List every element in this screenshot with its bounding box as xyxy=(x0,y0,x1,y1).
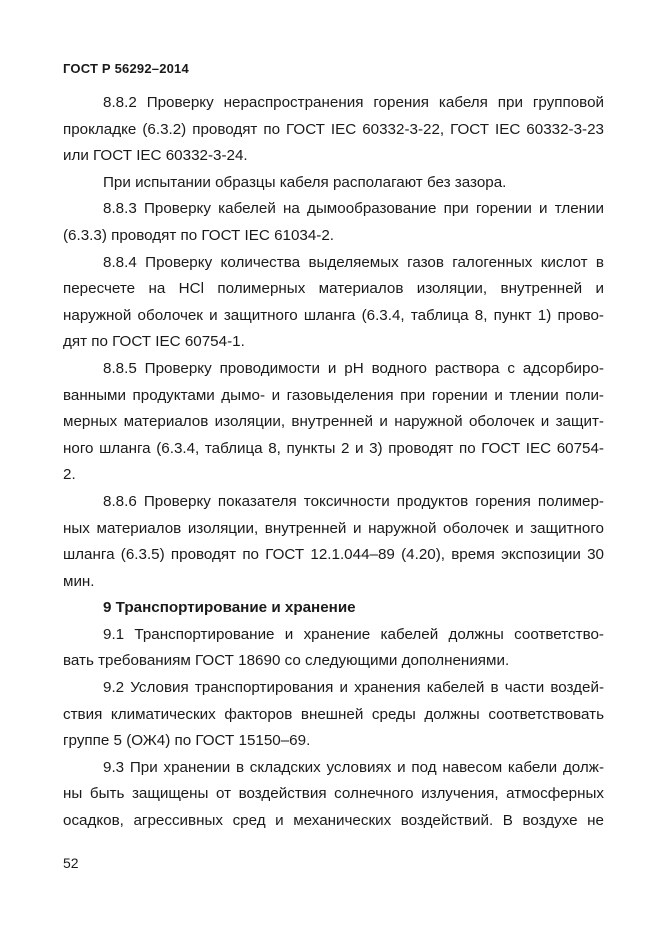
text-line: наружной оболочек и защитного шланга (6.3.4, таблица 8, пункт 1) прово- xyxy=(63,306,604,324)
text-line: 8.8.5 Проверку проводимости и pH водного раствора с адсорбиро- xyxy=(103,359,604,377)
text-line: мин. xyxy=(63,572,95,590)
text-line: (6.3.3) проводят по ГОСТ IEC 61034-2. xyxy=(63,226,335,244)
text-line: При испытании образцы кабеля располагают без зазора. xyxy=(103,173,507,191)
text-line: ного шланга (6.3.4, таблица 8, пункты 2 и 3) проводят по ГОСТ IEC 60754- xyxy=(63,439,604,457)
text-line: 8.8.2 Проверку нераспространения горения кабеля при групповой xyxy=(103,94,604,111)
document-header: ГОСТ Р 56292–2014 xyxy=(63,61,189,76)
text-line: ны быть защищены от воздействия солнечного излучения, атмосферных xyxy=(63,785,604,803)
text-line: пересчете на HCl полимерных материалов изоляции, внутренней и xyxy=(63,280,604,298)
text-line: шланга (6.3.5) проводят по ГОСТ 12.1.044–89 (4.20), время экспозиции 30 xyxy=(63,546,604,564)
text-line: или ГОСТ IEC 60332-3-24. xyxy=(63,147,248,165)
text-line: осадков, агрессивных сред и механических воздействий. В воздухе не xyxy=(63,812,604,830)
text-line: дят по ГОСТ IEC 60754-1. xyxy=(63,333,245,351)
text-line: ванными продуктами дымо- и газовыделения при горении и тлении поли- xyxy=(63,386,604,404)
text-line: вать требованиям ГОСТ 18690 со следующими дополнениями. xyxy=(63,652,510,670)
section-heading: 9 Транспортирование и хранение xyxy=(103,599,356,617)
text-line: прокладке (6.3.2) проводят по ГОСТ IEC 60332-3-22, ГОСТ IEC 60332-3-23 xyxy=(63,120,604,138)
text-line: 9.2 Условия транспортирования и хранения кабелей в части воздей- xyxy=(103,679,604,697)
text-line: 8.8.3 Проверку кабелей на дымообразование при горении и тлении xyxy=(103,200,604,218)
text-line: группе 5 (ОЖ4) по ГОСТ 15150–69. xyxy=(63,732,311,750)
text-line: мерных материалов изоляции, внутренней и наружной оболочек и защит- xyxy=(63,413,604,431)
text-line: 8.8.6 Проверку показателя токсичности продуктов горения полимер- xyxy=(103,492,604,510)
text-line: ных материалов изоляции, внутренней и наружной оболочек и защитного xyxy=(63,519,604,537)
text-line: 8.8.4 Проверку количества выделяемых газов галогенных кислот в xyxy=(103,253,604,271)
text-line: ствия климатических факторов внешней среды должны соответствовать xyxy=(63,705,604,723)
document-body xyxy=(63,90,604,835)
text-line: 2. xyxy=(63,466,76,484)
page-number: 52 xyxy=(63,855,79,871)
text-line: 9.1 Транспортирование и хранение кабелей должны соответство- xyxy=(103,625,604,643)
text-line: 9.3 При хранении в складских условиях и под навесом кабели долж- xyxy=(103,758,604,776)
